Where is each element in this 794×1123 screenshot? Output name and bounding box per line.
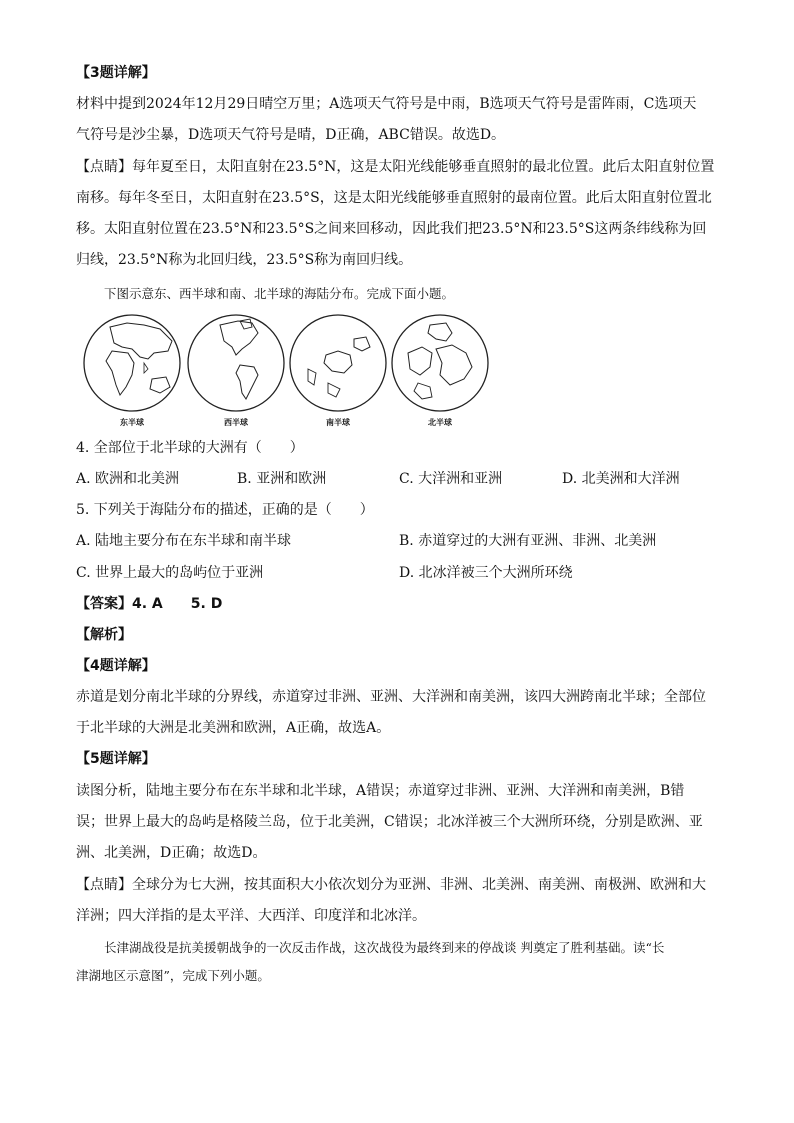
hemisphere-figure <box>82 313 492 431</box>
note5-line2: 洋洲；四大洋指的是太平洋、大西洋、印度洋和北冰洋。 <box>76 908 426 924</box>
section4-line2: 于北半球的大洲是北美洲和欧洲，A正确，故选A。 <box>76 720 391 736</box>
globe-label-south: 南半球 <box>326 418 350 427</box>
q4-option-d: D. 北美洲和大洋洲 <box>562 471 680 487</box>
globe-label-west: 西半球 <box>224 418 248 427</box>
analysis-heading: 【解析】 <box>76 627 132 643</box>
q5-stem: 5. 下列关于海陆分布的描述，正确的是（ ） <box>76 502 374 518</box>
section5-line2: 误；世界上最大的岛屿是格陵兰岛，位于北美洲，C错误；北冰洋被三个大洲所环绕，分别是欧洲、亚 <box>76 814 703 830</box>
section5-line3: 洲、北美洲，D正确；故选D。 <box>76 845 267 861</box>
note3-line1: 【点睛】每年夏至日，太阳直射在23.5°N，这是太阳光线能够垂直照射的最北位置。此后太阳直射位置 <box>76 159 715 175</box>
next-question-intro-line2: 津湖地区示意图”，完成下列小题。 <box>76 968 270 983</box>
section5-line1: 读图分析，陆地主要分布在东半球和北半球，A错误；赤道穿过非洲、亚洲、大洋洲和南美洲，B错 <box>76 783 685 799</box>
section3-heading: 【3题详解】 <box>76 65 156 81</box>
section4-line1: 赤道是划分南北半球的分界线，赤道穿过非洲、亚洲、大洋洲和南美洲，该四大洲跨南北半球；全部位 <box>76 689 706 705</box>
section4-heading: 【4题详解】 <box>76 658 156 674</box>
q4-option-b: B. 亚洲和欧洲 <box>237 471 327 487</box>
q5-option-b: B. 赤道穿过的大洲有亚洲、非洲、北美洲 <box>399 533 657 549</box>
q5-option-c: C. 世界上最大的岛屿位于亚洲 <box>76 565 264 581</box>
southern-hemisphere-icon <box>288 313 388 413</box>
globe-label-east: 东半球 <box>120 418 144 427</box>
next-question-intro-line1: 长津湖战役是抗美援朝战争的一次反击作战，这次战役为最终到来的停战谈 判奠定了胜利基础。读“长 <box>104 940 665 955</box>
q5-option-d: D. 北冰洋被三个大洲所环绕 <box>399 565 573 581</box>
note3-line3: 移。太阳直射位置在23.5°N和23.5°S之间来回移动，因此我们把23.5°N和23.5°S这两条纬线称为回 <box>76 221 707 237</box>
q4-stem: 4. 全部位于北半球的大洲有（ ） <box>76 440 304 456</box>
western-hemisphere-icon <box>186 313 286 413</box>
northern-hemisphere-icon <box>390 313 490 413</box>
q4-option-a: A. 欧洲和北美洲 <box>76 471 180 487</box>
section3-text-line1: 材料中提到2024年12月29日晴空万里；A选项天气符号是中雨，B选项天气符号是雷阵雨，C选项天 <box>76 96 697 112</box>
note5-line1: 【点睛】全球分为七大洲，按其面积大小依次划分为亚洲、非洲、北美洲、南美洲、南极洲、欧洲和大 <box>76 877 706 893</box>
eastern-hemisphere-icon <box>82 313 182 413</box>
note3-line4: 归线，23.5°N称为北回归线，23.5°S称为南回归线。 <box>76 252 413 268</box>
q5-option-a: A. 陆地主要分布在东半球和南半球 <box>76 533 292 549</box>
answer-line: 【答案】4. A 5. D <box>76 596 223 612</box>
globe-label-north: 北半球 <box>428 418 452 427</box>
map-question-intro: 下图示意东、西半球和南、北半球的海陆分布。完成下面小题。 <box>104 286 455 301</box>
q4-option-c: C. 大洋洲和亚洲 <box>399 471 503 487</box>
section3-text-line2: 气符号是沙尘暴，D选项天气符号是晴，D正确，ABC错误。故选D。 <box>76 127 506 143</box>
section5-heading: 【5题详解】 <box>76 751 156 767</box>
note3-line2: 南移。每年冬至日，太阳直射在23.5°S，这是太阳光线能够垂直照射的最南位置。此后太阳直射位置北 <box>76 190 712 206</box>
